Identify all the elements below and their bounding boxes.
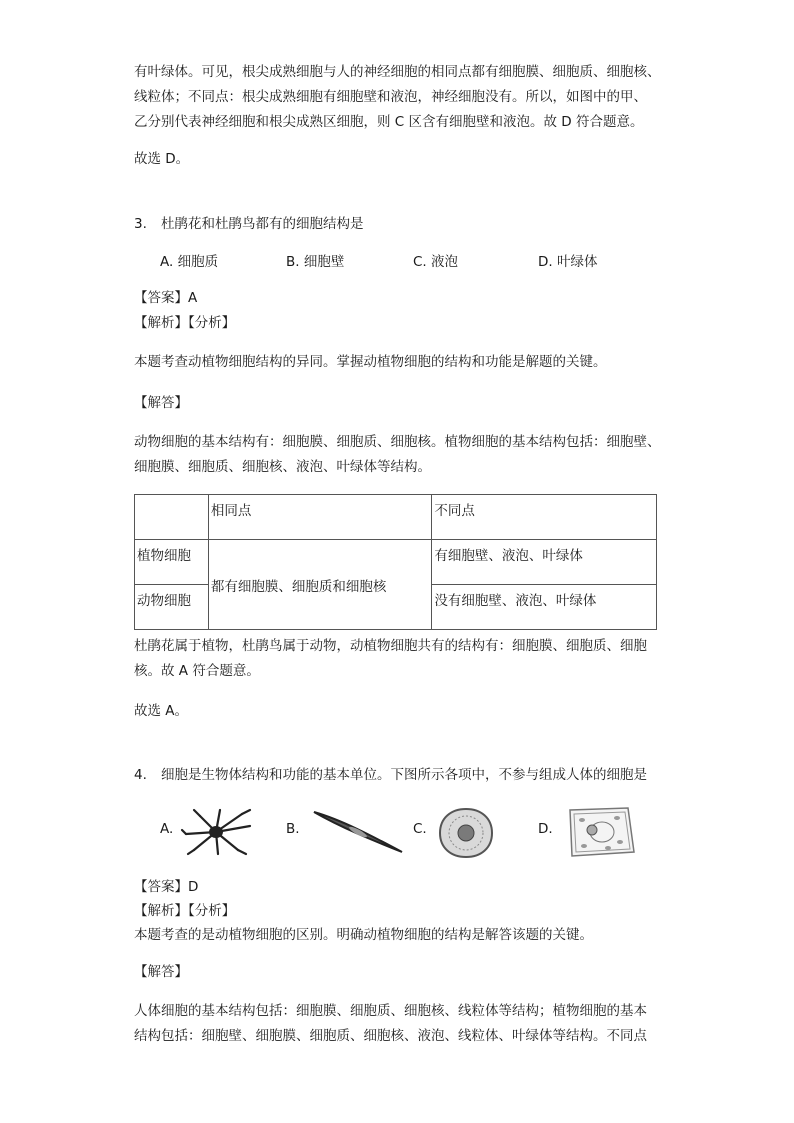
solution-line: 动物细胞的基本结构有：细胞膜、细胞质、细胞核。植物细胞的基本结构包括：细胞壁、 (134, 434, 661, 450)
solution-line: 结构包括：细胞壁、细胞膜、细胞质、细胞核、液泡、线粒体、叶绿体等结构。不同点 (134, 1028, 647, 1044)
option-a: A. 细胞质 (160, 254, 219, 270)
paragraph-line: 杜鹃花属于植物，杜鹃鸟属于动物，动植物细胞共有的结构有：细胞膜、细胞质、细胞 (134, 638, 647, 654)
conclusion: 故选 D。 (134, 151, 190, 167)
solution-line: 人体细胞的基本结构包括：细胞膜、细胞质、细胞核、线粒体等结构；植物细胞的基本 (134, 1003, 647, 1019)
question-4-stem (134, 763, 647, 788)
answer: 【答案】D (134, 879, 199, 895)
row-label-plant: 植物细胞 (135, 540, 209, 585)
analysis-header: 【解析】【分析】 (134, 903, 236, 919)
row-label-animal: 动物细胞 (135, 585, 209, 630)
question-text: 杜鹃花和杜鹃鸟都有的细胞结构是 (161, 216, 364, 232)
table-header-common: 相同点 (208, 495, 432, 540)
question-3-stem (134, 212, 364, 237)
question-number: 4. (134, 767, 147, 783)
solution-header: 【解答】 (134, 395, 188, 411)
option-c: C. 液泡 (413, 254, 459, 270)
analysis-header: 【解析】【分析】 (134, 315, 236, 331)
analysis-text: 本题考查的是动植物细胞的区别。明确动植物细胞的结构是解答该题的关键。 (134, 927, 593, 943)
table-cell-plant-diff: 有细胞壁、液泡、叶绿体 (432, 540, 657, 585)
paragraph-line: 乙分别代表神经细胞和根尖成熟区细胞，则 C 区含有细胞壁和液泡。故 D 符合题意。 (134, 114, 644, 130)
paragraph-line: 有叶绿体。可见，根尖成熟细胞与人的神经细胞的相同点都有细胞膜、细胞质、细胞核、 (134, 64, 661, 80)
question-text: 细胞是生物体结构和功能的基本单位。下图所示各项中，不参与组成人体的细胞是 (161, 767, 647, 783)
table-header-diff: 不同点 (432, 495, 657, 540)
conclusion: 故选 A。 (134, 703, 189, 719)
option-b: B. 细胞壁 (286, 254, 345, 270)
round-cell-image (437, 806, 495, 860)
muscle-cell-image (312, 806, 404, 856)
table-cell-common: 都有细胞膜、细胞质和细胞核 (208, 540, 432, 630)
table-row (135, 540, 657, 585)
option-label: C. (413, 821, 427, 837)
plant-cell-image (562, 806, 638, 858)
option-d: D. 叶绿体 (538, 254, 598, 270)
option-label: D. (538, 821, 553, 837)
question-number: 3. (134, 216, 147, 232)
solution-header: 【解答】 (134, 964, 188, 980)
option-label: B. (286, 821, 300, 837)
table-cell (135, 495, 209, 540)
comparison-table (134, 494, 657, 630)
answer: 【答案】A (134, 290, 198, 306)
neuron-cell-image (180, 806, 255, 856)
paragraph-line: 核。故 A 符合题意。 (134, 663, 260, 679)
analysis-text: 本题考查动植物细胞结构的异同。掌握动植物细胞的结构和功能是解题的关键。 (134, 354, 607, 370)
solution-line: 细胞膜、细胞质、细胞核、液泡、叶绿体等结构。 (134, 459, 431, 475)
table-cell-animal-diff: 没有细胞壁、液泡、叶绿体 (432, 585, 657, 630)
paragraph-line: 线粒体；不同点：根尖成熟细胞有细胞壁和液泡，神经细胞没有。所以，如图中的甲、 (134, 89, 647, 105)
option-label: A. (160, 821, 174, 837)
table-row (135, 495, 657, 540)
